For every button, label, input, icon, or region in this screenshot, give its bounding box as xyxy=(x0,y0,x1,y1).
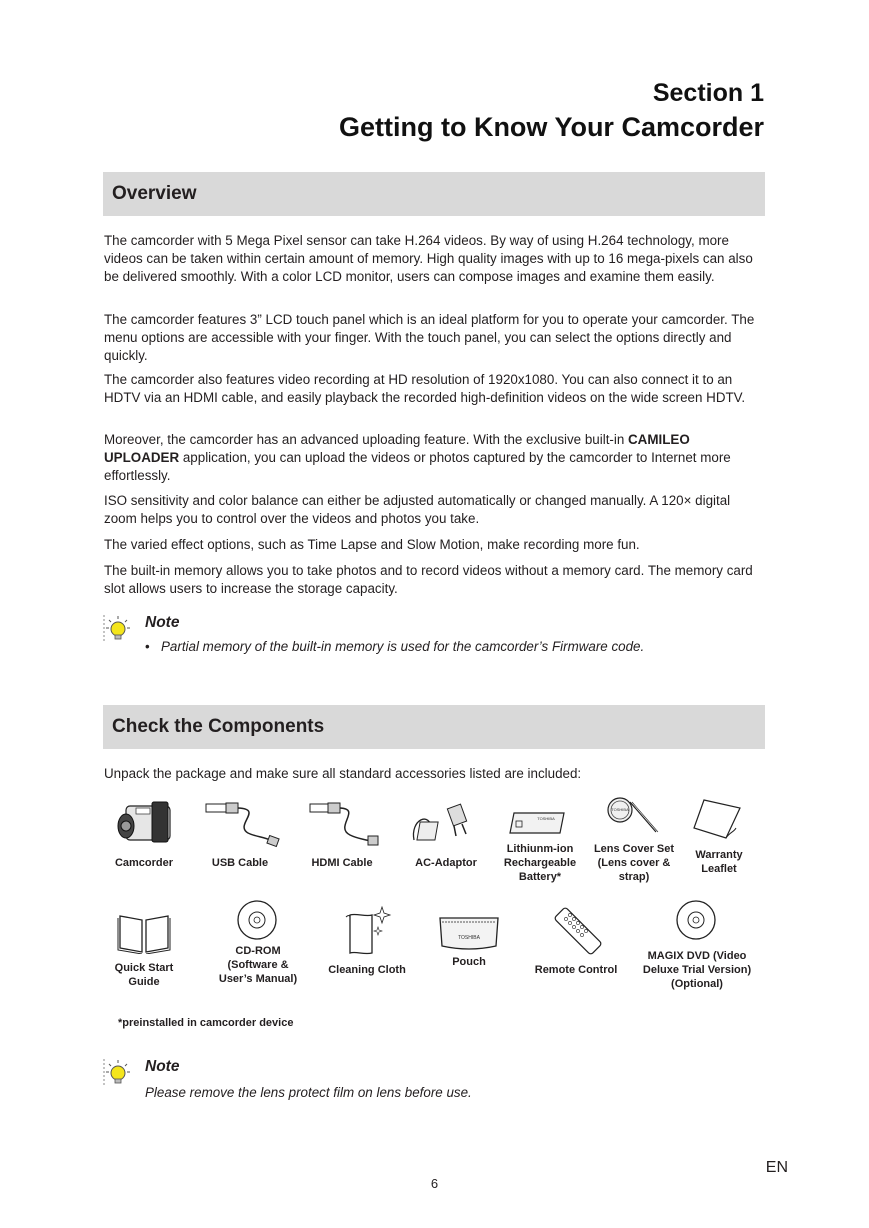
component-label-ac-adaptor: AC-Adaptor xyxy=(415,857,477,869)
cd-icon xyxy=(236,899,278,941)
component-label-hdmi-cable: HDMI Cable xyxy=(311,857,373,869)
component-label-camcorder: Camcorder xyxy=(114,857,174,869)
cloth-icon xyxy=(342,905,394,957)
component-label-cd-rom: CD-ROM (Software & User’s Manual) xyxy=(218,945,298,985)
overview-paragraph-5: ISO sensitivity and color balance can either be adjusted automatically or changed manually. A 120× digital zoom helps you to control over the videos and photos you take. xyxy=(104,493,731,526)
components-footnote: *preinstalled in camcorder device xyxy=(118,1017,294,1029)
component-label-cleaning-cloth: Cleaning Cloth xyxy=(328,964,406,976)
language-label: EN xyxy=(765,1159,788,1176)
component-label-lens-cover: Lens Cover Set (Lens cover & strap) xyxy=(593,843,675,883)
overview-paragraph-1: The camcorder with 5 Mega Pixel sensor can take H.264 videos. By way of using H.264 technology, more videos can be taken within certain amount of memory. High quality images with up to 16 mega-pixels can also be delivered smoothly. With a color LCD monitor, users can compose images and examine them easily. xyxy=(104,233,753,284)
overview-paragraph-7: The built-in memory allows you to take photos and to record videos without a memory card. The memory card slot allows users to increase the storage capacity. xyxy=(104,563,753,596)
overview-heading: Overview xyxy=(112,183,197,204)
overview-paragraph-2: The camcorder features 3” LCD touch panel which is an ideal platform for you to operate your camcorder. The menu options are accessible with your finger. With the touch panel, you can select the options directly and quickly. xyxy=(104,312,755,363)
book-icon xyxy=(116,910,172,954)
pouch-icon xyxy=(438,914,500,950)
battery-icon xyxy=(508,811,566,835)
camcorder-icon xyxy=(112,798,176,848)
component-label-magix-dvd: MAGIX DVD (Video Deluxe Trial Version) (Optional) xyxy=(642,950,752,990)
components-heading-bar xyxy=(103,705,765,749)
components-heading: Check the Components xyxy=(112,716,325,737)
lightbulb-icon-2 xyxy=(103,1058,133,1088)
ac-adaptor-icon xyxy=(410,800,476,848)
section-header xyxy=(339,78,764,146)
lightbulb-icon xyxy=(103,614,133,644)
note-text: Partial memory of the built-in memory is used for the camcorder’s Firmware code. xyxy=(161,639,645,654)
lens-cover-icon xyxy=(604,796,662,836)
overview-paragraph-6: The varied effect options, such as Time Lapse and Slow Motion, make recording more fun. xyxy=(104,537,640,552)
dvd-icon xyxy=(675,899,717,941)
overview-heading-bar xyxy=(103,172,765,216)
note-bullet: • xyxy=(145,639,150,654)
component-label-pouch: Pouch xyxy=(452,956,486,968)
camileo-uploader-text: CAMILEO UPLOADER xyxy=(104,432,690,465)
component-label-usb-cable: USB Cable xyxy=(211,857,269,869)
section-title: Getting to Know Your Camcorder xyxy=(338,112,764,142)
component-label-remote-control: Remote Control xyxy=(534,964,618,976)
leaflet-icon xyxy=(692,798,744,840)
component-label-quick-start-guide: Quick Start Guide xyxy=(114,962,174,988)
pouch-brand-text: TOSHIBA xyxy=(458,935,480,941)
overview-paragraph-3: The camcorder also features video recording at HD resolution of 1920x1080. You can also connect it to an HDTV via an HDMI cable, and easily playback the recorded high-definition videos on the wide screen HDTV. xyxy=(104,372,746,405)
component-label-warranty-leaflet: Warranty Leaflet xyxy=(695,849,743,875)
page-number: 6 xyxy=(430,1176,439,1191)
note-text-2: Please remove the lens protect film on lens before use. xyxy=(145,1085,472,1100)
component-label-battery: Lithiunm-ion Rechargeable Battery* xyxy=(503,843,577,883)
hdmi-cable-icon xyxy=(308,801,383,849)
section-number: Section 1 xyxy=(652,79,764,107)
lens-cover-brand-text: TOSHIBA xyxy=(611,807,629,812)
note-title-2: Note xyxy=(145,1058,180,1075)
note-title: Note xyxy=(145,614,180,631)
remote-icon xyxy=(552,907,604,955)
battery-brand-text: TOSHIBA xyxy=(537,816,555,821)
overview-paragraph-4 xyxy=(104,431,766,485)
usb-cable-icon xyxy=(204,801,284,849)
components-intro: Unpack the package and make sure all standard accessories listed are included: xyxy=(104,766,582,781)
p4-text-pre: Moreover, the camcorder has an advanced uploading feature. With the exclusive built-in xyxy=(104,432,629,447)
p4-text-post: application, you can upload the videos or photos captured by the camcorder to Internet more effortlessly. xyxy=(104,450,731,483)
